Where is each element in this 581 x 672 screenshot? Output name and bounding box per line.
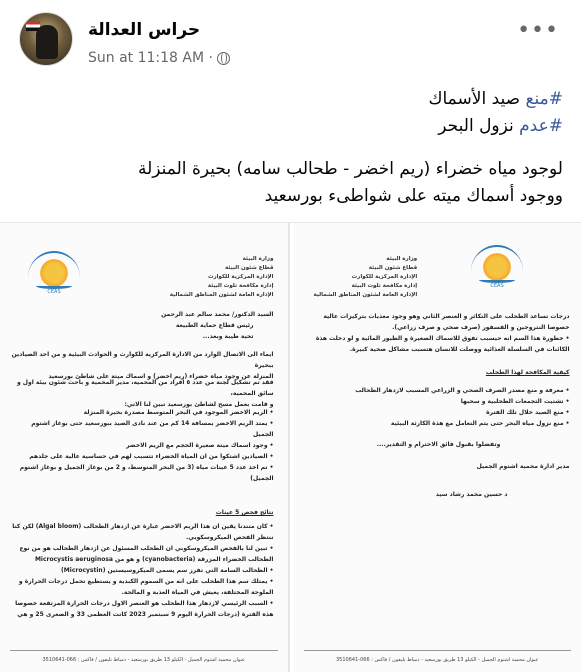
post-header (0, 0, 581, 80)
hashtag-line (18, 86, 563, 113)
page-name[interactable]: حراس العدالة (88, 20, 201, 40)
doc-intro: ايماء الى الاتصال الوارد من الادارة المركزية للكوارث و الحوادث البيئية و من احد الصيادين ببحيرة المنزلة عن وجود مياه خضراء (ريم اخضر) و اسماك ميتة على شاطئ بورسعيد (11, 351, 274, 380)
doc-closing: وتفضلوا بقبول فائق الاحترام و التقدير.... (376, 441, 501, 448)
more-options-icon[interactable]: ••• (517, 18, 559, 43)
hashtag-link[interactable]: #عدم (519, 116, 563, 136)
results-title: نتائج فحص 5 عينات (215, 509, 274, 516)
post-text (18, 86, 563, 210)
doc-footer: عنوان محمية اشتوم الجميل - الكيلو 13 طريق بورسعيد - دمياط تليفون / فاكس : 066-3510641 (336, 657, 539, 663)
profile-figure (36, 25, 58, 59)
doc-team: فقد تم تشكيل لجنة من عدد ٥ افراد من المحمية، مدير المحمية و باحث شئون بيئة اول و سائق المحمية، و قامت بعمل مسح لشاطئ بورسعيد تبين لنا الاتي: (16, 379, 274, 408)
hashtag-text: صيد الأسماك (428, 89, 526, 109)
document-image-right[interactable] (294, 223, 581, 672)
ministry-header: وزارة البيئة قطاع شئون البيئة الإدارة المركزية للكوارث إدارة مكافحة تلوث البيئة الإدارة العامة لشئون المناطق الشمالية (169, 256, 274, 298)
doc-solutions: • معرفة و منع مصدر الصرف الصحي و الزراعي المسبب لازدهار الطحالب • تشتيت التجمعات الطحلبية و سحبها • منع الصيد خلال تلك الفترة • منع نزول مياه البحر حتى يتم التعامل مع هذة الكارثة البيئية (308, 385, 570, 429)
avatar[interactable] (19, 12, 73, 66)
hashtag-text: نزول البحر (438, 116, 520, 136)
signature-title: مدير ادارة محمية اشتوم الجميل (476, 463, 570, 470)
hashtag-link[interactable]: #منع (525, 89, 563, 109)
doc-footer: عنوان محمية اشتوم الجميل - الكيلو 13 طريق بورسعيد - دمياط تليفون / فاكس : 066-3510641 (42, 657, 245, 663)
globe-icon (217, 52, 230, 65)
footer-rule (304, 650, 572, 651)
post-body-line: لوجود مياه خضراء (ريم اخضر - طحالب سامه) بحيرة المنزلة (138, 159, 563, 179)
solution-title: كيفية المكافحة لهذا الطحلب (485, 369, 570, 376)
ceas-logo: CEAS (28, 251, 80, 299)
doc-address: السيد الدكتور/ محمد سالم عبد الرحمن رئيس قطاع حماية الطبيعة تحية طيبة وبعد... (161, 311, 274, 340)
post-images (0, 222, 581, 672)
doc-continuation: درجات تساعد الطحلب على التكاثر و العنصر الثاني وهو وجود مغذيات بتركيزات عالية خصوصا النتروجين و الفسفور (صرف صحي و صرف زراعي). • خطورة هذا السم انه حيسبب تفوق للاسماك الصغيرة و الطيور المائية و لو دخلت هذة الكائنات في السلسلة الغذائية ووصلت للانسان هتسبب مشاكل صحية كبيرة. (308, 311, 570, 355)
document-image-left[interactable] (0, 223, 290, 672)
post-meta (88, 50, 230, 66)
ceas-logo: CEAS (471, 245, 523, 293)
timestamp[interactable]: Sun at 11:18 AM · (88, 50, 213, 66)
doc-results: • كان متندنا يقين ان هذا الريم الاخضر عبارة عن ازدهار الطحالب (Algal bloom) لكن كنا ننتظر الفحص الميكروسكوبي. • تبين لنا بالفحص الميكروسكوبي ان الطحلب المسئول عن ازدهار الطحالب هو من نوع الطحالب الخضراء المزرقة (cyanobacteria) و هو من Microcystis aeruginosa • الطحالب السامة التي تفرز سم يسمى الميكروسيستين (Microcystin) • يمتلك سم هذا الطحلب على انه من السموم الكبدية و يستطيع تحمل درجات الحرارة و الملوحة المختلفة، يعيش في المياه العذبة و المالحة. • السبب الرئيسي لازدهار هذا الطحلب هو العنصر الاول درجات الحرارة المرتفعة خصوصا هذه الفترة (درجات الحرارة اليوم 9 سبتمبر 2023 كانت العظمى 33 و الصغرى 25 و هي (12, 521, 274, 620)
footer-rule (10, 650, 278, 651)
signature-name: د حسين محمد رشاد سيد (435, 491, 508, 498)
hashtag-line (18, 113, 563, 140)
post-body-line: ووجود أسماك ميته على شواطىء بورسعيد (264, 186, 563, 206)
doc-bullets: • الريم الاخضر الموجود في البحر المتوسط مصدرة بحيرة المنزلة • يمتد الريم الاخضر بمسافة 14 كم من عند نادى الصيد ببورسعيد حتى بوغاز اشتوم الجميل • وجود اسماك ميتة صغيرة الحجم مع الريم الاخضر • الصيادين اشتكوا من ان المياه الخضراء تتسبب لهم في حساسية عالية على جلدهم • تم اخذ عدد 5 عينات مياه (3 من البحر المتوسط، و 2 من بوغاز الجميل و بوغاز اشتوم الجميل) (19, 407, 274, 484)
ministry-header: وزارة البيئة قطاع شئون البيئة الإدارة المركزية للكوارث إدارة مكافحة تلوث البيئة الإدارة العامة لشئون المناطق الشمالية (313, 256, 418, 298)
